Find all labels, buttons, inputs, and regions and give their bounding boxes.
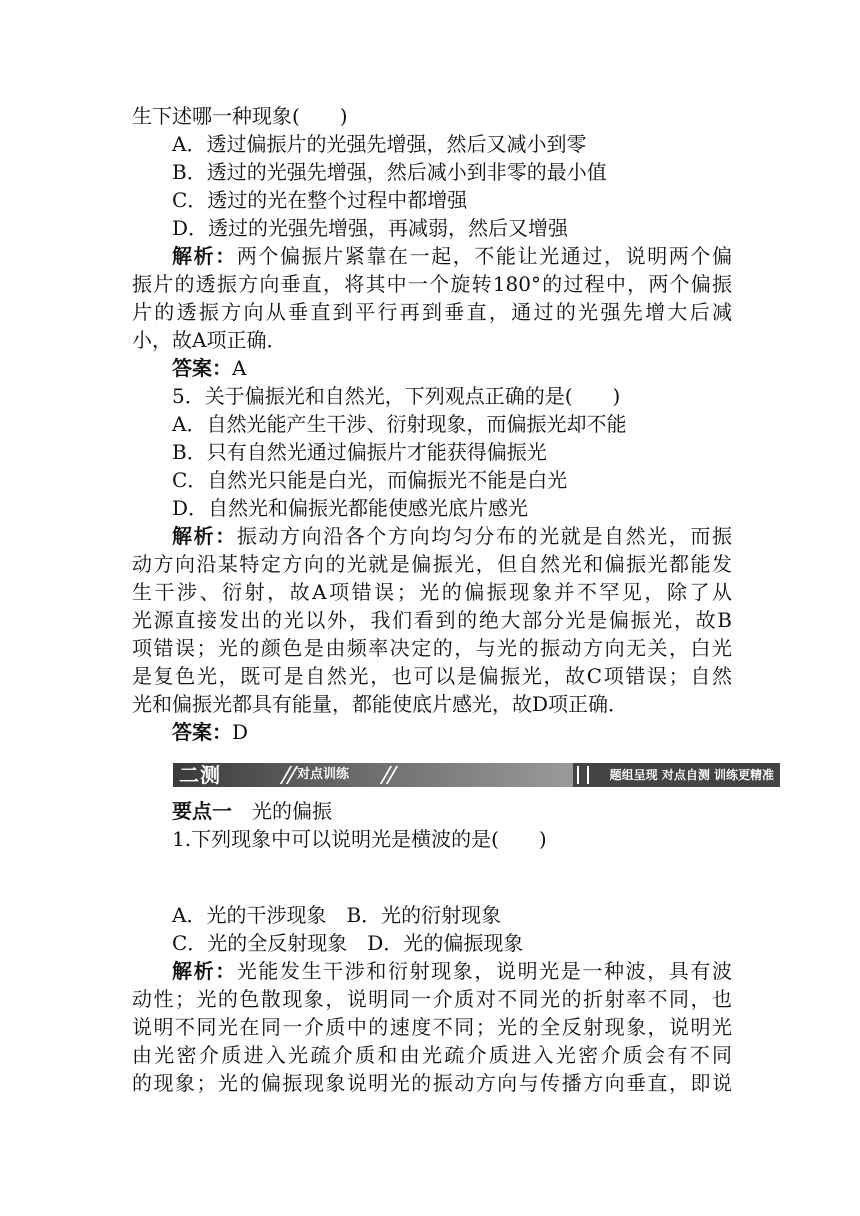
- text-line: 生干涉、衍射，故A项错误；光的偏振现象并不罕见，除了从: [132, 580, 732, 604]
- key-point-heading: [172, 797, 732, 825]
- option-c: C．透过的光在整个过程中都增强: [172, 188, 468, 212]
- analysis-line: [172, 957, 732, 985]
- banner-background: [173, 763, 573, 787]
- analysis-text: 两个偏振片紧靠在一起，不能让光通过，说明两个偏: [236, 244, 733, 268]
- key-point-title: 光的偏振: [252, 799, 332, 823]
- banner-title: 对点训练: [297, 767, 350, 782]
- analysis-label: 解析：: [172, 244, 237, 268]
- key-point-label: 要点一: [172, 799, 232, 823]
- options-row-ab: A．光的干涉现象 B．光的衍射现象: [172, 903, 502, 927]
- bars-icon: [577, 766, 589, 784]
- text-line: 项错误；光的颜色是由频率决定的，与光的振动方向无关，白光: [132, 636, 732, 660]
- section-banner: [173, 763, 780, 787]
- question-5: 5．关于偏振光和自然光，下列观点正确的是( ): [172, 384, 621, 408]
- analysis-line: [172, 522, 732, 550]
- text-line: 由光密介质进入光疏介质和由光疏介质进入光密介质会有不同: [132, 1043, 732, 1067]
- analysis-text: 光能发生干涉和衍射现象，说明光是一种波，具有波: [236, 959, 733, 983]
- answer-line: [172, 354, 732, 382]
- option-d: D．自然光和偏振光都能使感光底片感光: [172, 496, 529, 520]
- text-line: 小，故A项正确．: [132, 328, 287, 352]
- answer-value: A: [232, 356, 247, 380]
- option-b: B．透过的光强先增强，然后减小到非零的最小值: [172, 160, 607, 184]
- analysis-label: 解析：: [172, 959, 237, 983]
- analysis-line: [172, 242, 732, 270]
- answer-value: D: [232, 720, 249, 744]
- banner-badge: 二测: [179, 763, 221, 787]
- answer-line: [172, 718, 732, 746]
- analysis-label: 解析：: [172, 524, 237, 548]
- banner-slogan: 题组呈现 对点自测 训练更精准: [609, 768, 774, 782]
- text-line: 动方向沿某特定方向的光就是偏振光，但自然光和偏振光都能发: [132, 552, 732, 576]
- text-line: 生下述哪一种现象( ): [132, 104, 348, 128]
- options-row-cd: C．光的全反射现象 D．光的偏振现象: [172, 931, 524, 955]
- option-b: B．只有自然光通过偏振片才能获得偏振光: [172, 440, 547, 464]
- option-a: A．透过偏振片的光强先增强，然后又减小到零: [172, 132, 587, 156]
- text-line: 振片的透振方向垂直，将其中一个旋转180°的过程中，两个偏振: [132, 272, 732, 296]
- text-line: 动性；光的色散现象，说明同一介质对不同光的折射率不同，也: [132, 987, 732, 1011]
- text-line: 光源直接发出的光以外，我们看到的绝大部分光是偏振光，故B: [132, 608, 732, 632]
- option-c: C．自然光只能是白光，而偏振光不能是白光: [172, 468, 568, 492]
- text-line: 是复色光，既可是自然光，也可以是偏振光，故C项错误；自然: [132, 664, 732, 688]
- text-line: 片的透振方向从垂直到平行再到垂直，通过的光强先增大后减: [132, 300, 732, 324]
- option-a: A．自然光能产生干涉、衍射现象，而偏振光却不能: [172, 412, 627, 436]
- option-d: D．透过的光强先增强，再减弱，然后又增强: [172, 216, 569, 240]
- analysis-text: 振动方向沿各个方向均匀分布的光就是自然光，而振: [236, 524, 733, 548]
- answer-label: 答案：: [172, 720, 232, 744]
- text-line: 的现象；光的偏振现象说明光的振动方向与传播方向垂直，即说: [132, 1071, 732, 1095]
- text-line: 说明不同光在同一介质中的速度不同；光的全反射现象，说明光: [132, 1015, 732, 1039]
- question-1: 1.下列现象中可以说明光是横波的是( ): [172, 827, 547, 851]
- text-line: 光和偏振光都具有能量，都能使底片感光，故D项正确．: [132, 692, 629, 716]
- answer-label: 答案：: [172, 356, 232, 380]
